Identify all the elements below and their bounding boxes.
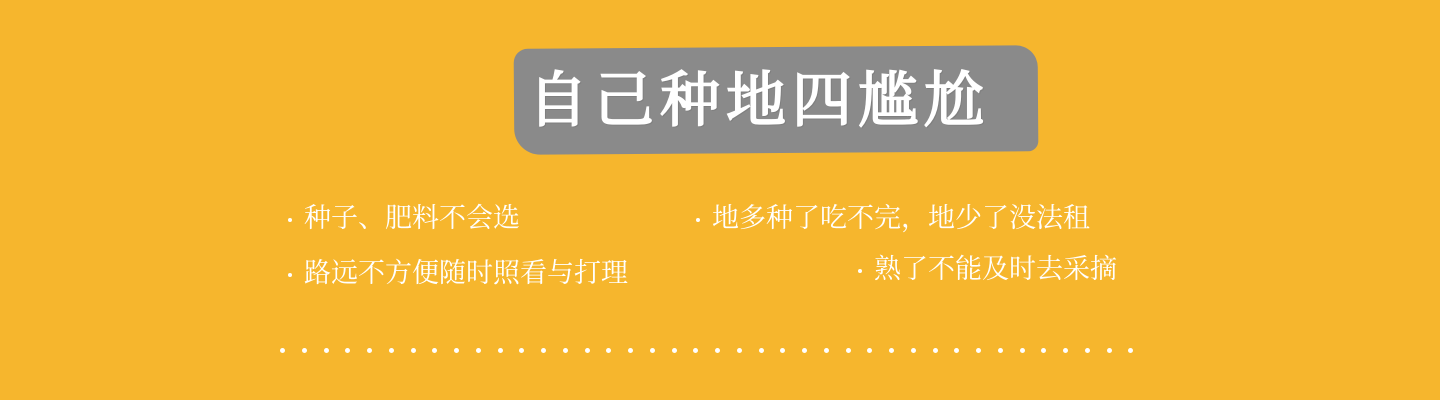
divider-dot <box>846 348 851 353</box>
divider-dot <box>476 348 481 353</box>
divider-dot <box>759 348 764 353</box>
divider-dot <box>280 348 285 353</box>
issue-item <box>288 201 520 237</box>
divider-dot <box>867 348 872 353</box>
divider-dot <box>367 348 372 353</box>
divider-dot <box>302 348 307 353</box>
bullet-dot-icon <box>288 218 292 222</box>
divider-dot <box>976 348 981 353</box>
divider-dot <box>693 348 698 353</box>
divider-dot <box>737 348 742 353</box>
dotted-divider <box>280 348 1155 354</box>
divider-dot <box>933 348 938 353</box>
divider-dot <box>498 348 503 353</box>
issue-text: 种子、肥料不会选 <box>304 203 520 234</box>
bullet-dot-icon <box>288 273 292 277</box>
divider-dot <box>345 348 350 353</box>
divider-dot <box>324 348 329 353</box>
divider-dot <box>606 348 611 353</box>
divider-dot <box>1085 348 1090 353</box>
issue-item <box>696 201 1090 237</box>
divider-dot <box>780 348 785 353</box>
divider-dot <box>802 348 807 353</box>
divider-dot <box>911 348 916 353</box>
issue-text: 地多种了吃不完，地少了没法租 <box>712 203 1090 234</box>
divider-dot <box>954 348 959 353</box>
divider-dot <box>585 348 590 353</box>
divider-dot <box>432 348 437 353</box>
divider-dot <box>389 348 394 353</box>
divider-dot <box>824 348 829 353</box>
divider-dot <box>541 348 546 353</box>
issue-text: 熟了不能及时去采摘 <box>874 254 1117 285</box>
divider-dot <box>1041 348 1046 353</box>
divider-dot <box>454 348 459 353</box>
divider-dot <box>563 348 568 353</box>
issue-text: 路远不方便随时照看与打理 <box>304 258 628 289</box>
divider-dot <box>1063 348 1068 353</box>
divider-dot <box>411 348 416 353</box>
issue-item <box>858 252 1117 288</box>
bullet-dot-icon <box>696 218 700 222</box>
bullet-dot-icon <box>858 269 862 273</box>
divider-dot <box>715 348 720 353</box>
divider-dot <box>998 348 1003 353</box>
divider-dot <box>519 348 524 353</box>
page-title: 自己种地四尴尬 <box>528 66 990 136</box>
divider-dot <box>650 348 655 353</box>
divider-dot <box>1107 348 1112 353</box>
divider-dot <box>889 348 894 353</box>
divider-dot <box>672 348 677 353</box>
divider-dot <box>628 348 633 353</box>
divider-dot <box>1020 348 1025 353</box>
divider-dot <box>1128 348 1133 353</box>
issue-item <box>288 256 628 292</box>
